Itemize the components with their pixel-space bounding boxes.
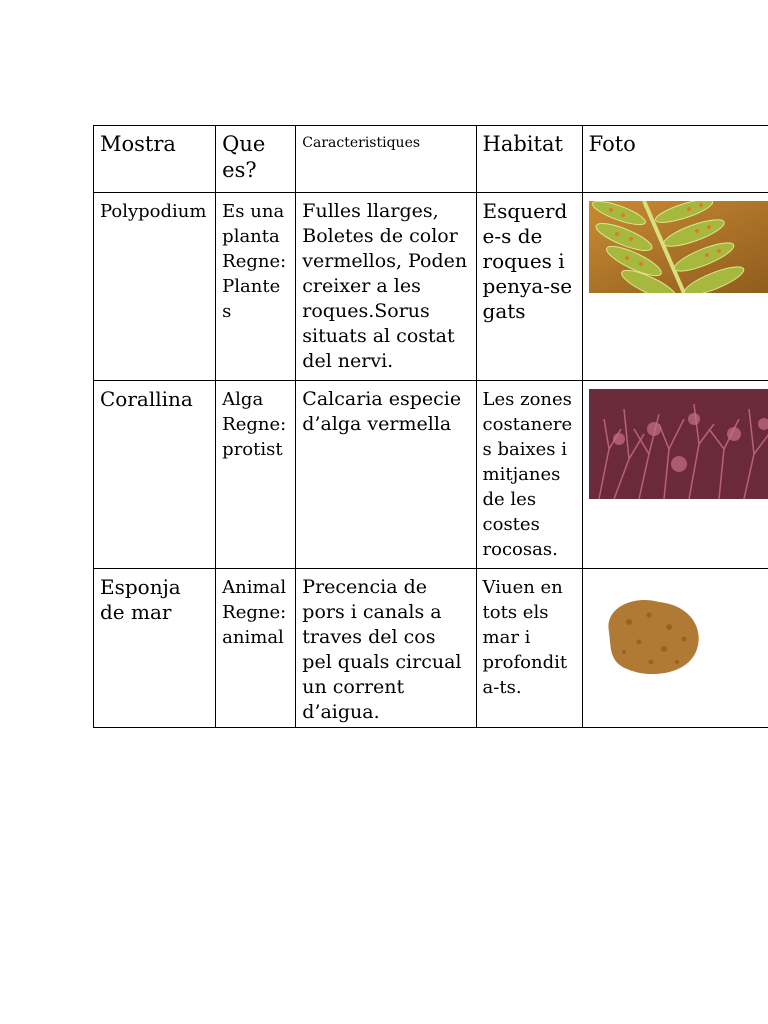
cell-caracteristiques: Precencia de pors i canals a traves del cos pel quals circual un corrent d’aigua. <box>296 569 476 728</box>
cell-foto <box>582 193 768 381</box>
cell-habitat: Les zones costanere s baixes i mitjanes de les costes rocosas. <box>476 381 582 569</box>
sea-sponge-photo-icon <box>589 577 709 687</box>
header-mostra <box>94 126 216 193</box>
header-row <box>94 126 768 193</box>
fern-frond-photo-icon <box>589 201 768 293</box>
header-caracteristiques-label: Caracteristiques <box>302 135 421 151</box>
header-que-es-label: Que es? <box>222 132 266 182</box>
cell-que-es: Alga Regne: protist <box>216 381 296 569</box>
table-row <box>94 193 768 381</box>
header-foto-label: Foto <box>588 132 636 156</box>
species-table <box>93 125 768 728</box>
table-row <box>94 381 768 569</box>
table-row <box>94 569 768 728</box>
cell-caracteristiques: Calcaria especie d’alga vermella <box>296 381 476 569</box>
header-mostra-label: Mostra <box>100 132 176 156</box>
cell-foto <box>582 569 768 728</box>
cell-que-es: Es una planta Regne: Plantes <box>216 193 296 381</box>
cell-foto <box>582 381 768 569</box>
header-habitat <box>476 126 582 193</box>
cell-mostra: Polypodium <box>94 193 216 381</box>
red-algae-photo-icon <box>589 389 768 499</box>
cell-habitat: Viuen en tots els mar i profondit a-ts. <box>476 569 582 728</box>
cell-que-es: Animal Regne: animal <box>216 569 296 728</box>
header-foto <box>582 126 768 193</box>
cell-habitat: Esquerde-s de roques i penya-se gats <box>476 193 582 381</box>
header-caracteristiques <box>296 126 476 193</box>
header-habitat-label: Habitat <box>482 132 563 156</box>
cell-mostra: Esponja de mar <box>94 569 216 728</box>
cell-caracteristiques: Fulles llarges, Boletes de color vermellos, Poden creixer a les roques.Sorus situats al costat del nervi. <box>296 193 476 381</box>
header-que-es <box>216 126 296 193</box>
cell-mostra: Corallina <box>94 381 216 569</box>
